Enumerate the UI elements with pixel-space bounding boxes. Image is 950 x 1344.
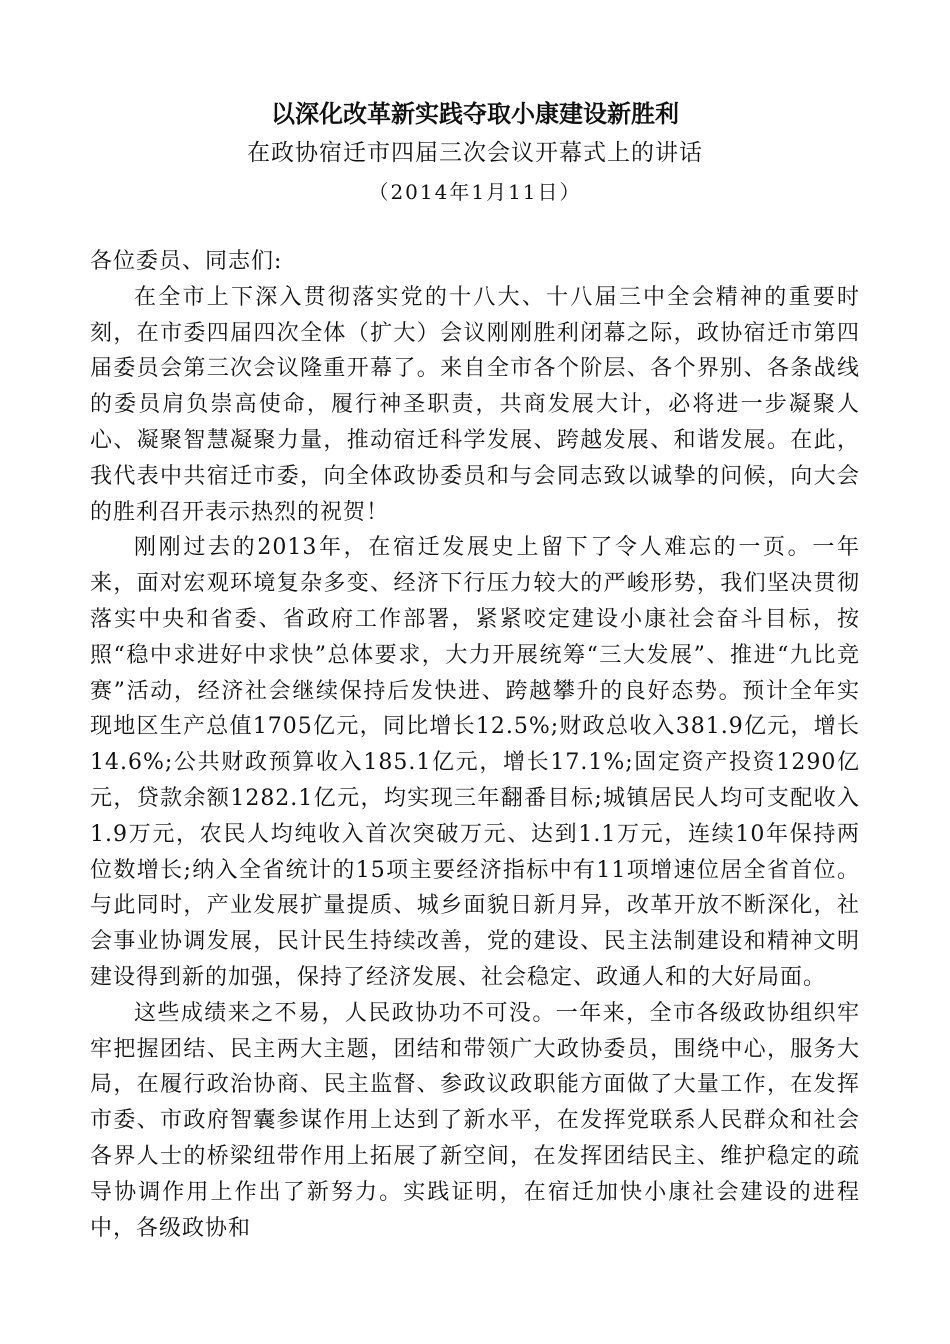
paragraph: 这些成绩来之不易，人民政协功不可没。一年来，全市各级政协组织牢牢把握团结、民主两大主题，团结和带领广大政协委员，围绕中心，服务大局，在履行政治协商、民主监督、参政议政职能方面做了大量工作，在发挥市委、市政府智囊参谋作用上达到了新水平，在发挥党联系人民群众和社会各界人士的桥梁纽带作用上拓展了新空间，在发挥团结民主、维护稳定的疏导协调作用上作出了新努力。实践证明，在宿迁加快小康社会建设的进程中，各级政协和: [90, 1000, 860, 1241]
document-date: （2014年1月11日）: [368, 180, 582, 204]
document-title: 以深化改革新实践夺取小康建设新胜利: [271, 99, 679, 128]
salutation: 各位委员、同志们:: [90, 249, 283, 274]
document-body: [90, 244, 860, 1246]
paragraph: 刚刚过去的2013年，在宿迁发展史上留下了令人难忘的一页。一年来，面对宏观环境复杂多变、经济下行压力较大的严峻形势，我们坚决贯彻落实中央和省委、省政府工作部署，紧紧咬定建设小康社会奋斗目标，按照“稳中求进好中求快”总体要求，大力开展统筹“三大发展”、推进“九比竞赛”活动，经济社会继续保持后发快进、跨越攀升的良好态势。预计全年实现地区生产总值1705亿元，同比增长12.5%;财政总收入381.9亿元，增长14.6%;公共财政预算收入185.1亿元，增长17.1%;固定资产投资1290亿元，贷款余额1282.1亿元，均实现三年翻番目标;城镇居民人均可支配收入1.9万元，农民人均纯收入首次突破万元、达到1.1万元，连续10年保持两位数增长;纳入全省统计的15项主要经济指标中有11项增速位居全省首位。与此同时，产业发展扩量提质、城乡面貌日新月异，改革开放不断深化，社会事业协调发展，民计民生持续改善，党的建设、民主法制建设和精神文明建设得到新的加强，保持了经济发展、社会稳定、政通人和的大好局面。: [90, 535, 860, 990]
paragraph: 在全市上下深入贯彻落实党的十八大、十八届三中全会精神的重要时刻，在市委四届四次全体（扩大）会议刚刚胜利闭幕之际，政协宿迁市第四届委员会第三次会议隆重开幕了。来自全市各个阶层、各个界别、各条战线的委员肩负崇高使命，履行神圣职责，共商发展大计，必将进一步凝聚人心、凝聚智慧凝聚力量，推动宿迁科学发展、跨越发展、和谐发展。在此，我代表中共宿迁市委，向全体政协委员和与会同志致以诚挚的问候，向大会的胜利召开表示热烈的祝贺！: [90, 284, 860, 525]
document-subtitle: 在政协宿迁市四届三次会议开幕式上的讲话: [247, 140, 703, 166]
